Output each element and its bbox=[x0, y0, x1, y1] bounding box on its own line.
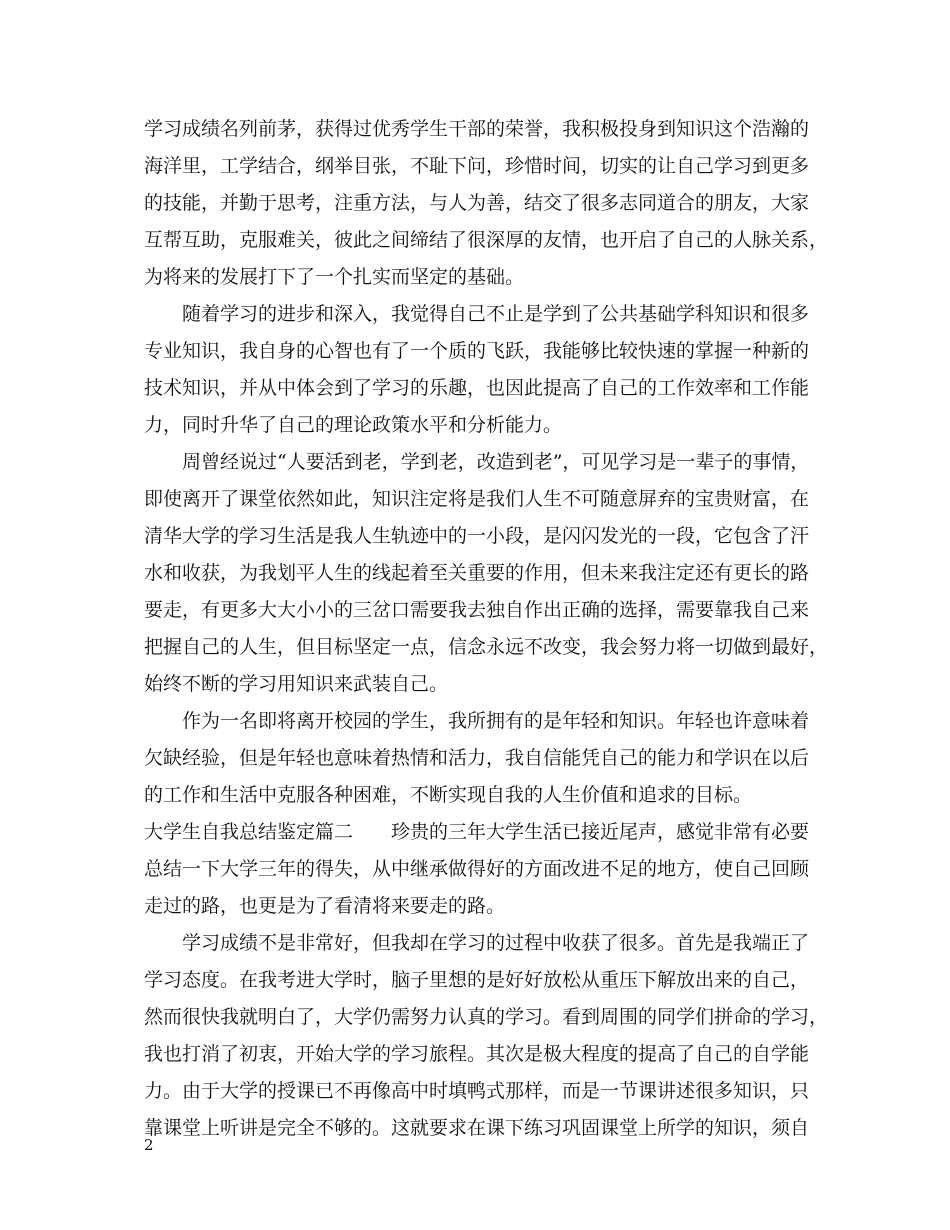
text-line: 互帮互助，克服难关，彼此之间缔结了很深厚的友情，也开启了自己的人脉关系， bbox=[144, 229, 829, 251]
page-number: 2 bbox=[144, 1136, 154, 1154]
text-line: 然而很快我就明白了，大学仍需努力认真的学习。看到周围的同学们拼命的学习， bbox=[144, 1006, 829, 1028]
text-line: 的工作和生活中克服各种困难，不断实现自我的人生价值和追求的目标。 bbox=[144, 784, 753, 806]
text-line: 水和收获，为我划平人生的线起着至关重要的作用，但未来我注定还有更长的路 bbox=[144, 562, 810, 584]
text-line: 专业知识，我自身的心智也有了一个质的飞跃，我能够比较快速的掌握一种新的 bbox=[144, 340, 810, 362]
text-line: 海洋里，工学结合，纲举目张，不耻下问，珍惜时间，切实的让自己学习到更多 bbox=[144, 155, 810, 177]
text-line: 即使离开了课堂依然如此，知识注定将是我们人生不可随意屏弃的宝贵财富，在 bbox=[144, 488, 810, 510]
text-line: 力，同时升华了自己的理论政策水平和分析能力。 bbox=[144, 414, 563, 436]
paragraph-first-line: 学习成绩不是非常好，但我却在学习的过程中收获了很多。首先是我端正了 bbox=[182, 932, 810, 954]
text-line: 清华大学的学习生活是我人生轨迹中的一小段，是闪闪发光的一段，它包含了汗 bbox=[144, 525, 810, 547]
section-heading-line: 大学生自我总结鉴定篇二 珍贵的三年大学生活已接近尾声，感觉非常有必要 bbox=[144, 821, 810, 843]
text-line: 靠课堂上听讲是完全不够的。这就要求在课下练习巩固课堂上所学的知识，须自 bbox=[144, 1117, 810, 1139]
paragraph-first-line: 周曾经说过“人要活到老，学到老，改造到老”，可见学习是一辈子的事情， bbox=[182, 451, 810, 473]
text-line: 把握自己的人生，但目标坚定一点，信念永远不改变，我会努力将一切做到最好， bbox=[144, 636, 829, 658]
text-line: 力。由于大学的授课已不再像高中时填鸭式那样，而是一节课讲述很多知识，只 bbox=[144, 1080, 810, 1102]
text-line: 要走，有更多大大小小的三岔口需要我去独自作出正确的选择，需要靠我自己来 bbox=[144, 599, 810, 621]
paragraph-first-line: 作为一名即将离开校园的学生，我所拥有的是年轻和知识。年轻也许意味着 bbox=[182, 710, 810, 732]
text-line: 欠缺经验，但是年轻也意味着热情和活力，我自信能凭自己的能力和学识在以后 bbox=[144, 747, 810, 769]
text-line: 总结一下大学三年的得失，从中继承做得好的方面改进不足的地方，使自己回顾 bbox=[144, 858, 810, 880]
text-line: 的技能，并勤于思考，注重方法，与人为善，结交了很多志同道合的朋友，大家 bbox=[144, 192, 810, 214]
text-line: 技术知识，并从中体会到了学习的乐趣，也因此提高了自己的工作效率和工作能 bbox=[144, 377, 810, 399]
paragraph-first-line: 随着学习的进步和深入，我觉得自己不止是学到了公共基础学科知识和很多 bbox=[182, 303, 810, 325]
text-line: 学习成绩名列前茅，获得过优秀学生干部的荣誉，我积极投身到知识这个浩瀚的 bbox=[144, 118, 810, 140]
text-line: 我也打消了初衷，开始大学的学习旅程。其次是极大程度的提高了自己的自学能 bbox=[144, 1043, 810, 1065]
text-line: 始终不断的学习用知识来武装自己。 bbox=[144, 673, 449, 695]
text-line: 走过的路，也更是为了看清将来要走的路。 bbox=[144, 895, 506, 917]
text-line: 学习态度。在我考进大学时，脑子里想的是好好放松从重压下解放出来的自己， bbox=[144, 969, 810, 991]
text-line: 为将来的发展打下了一个扎实而坚定的基础。 bbox=[144, 266, 525, 288]
